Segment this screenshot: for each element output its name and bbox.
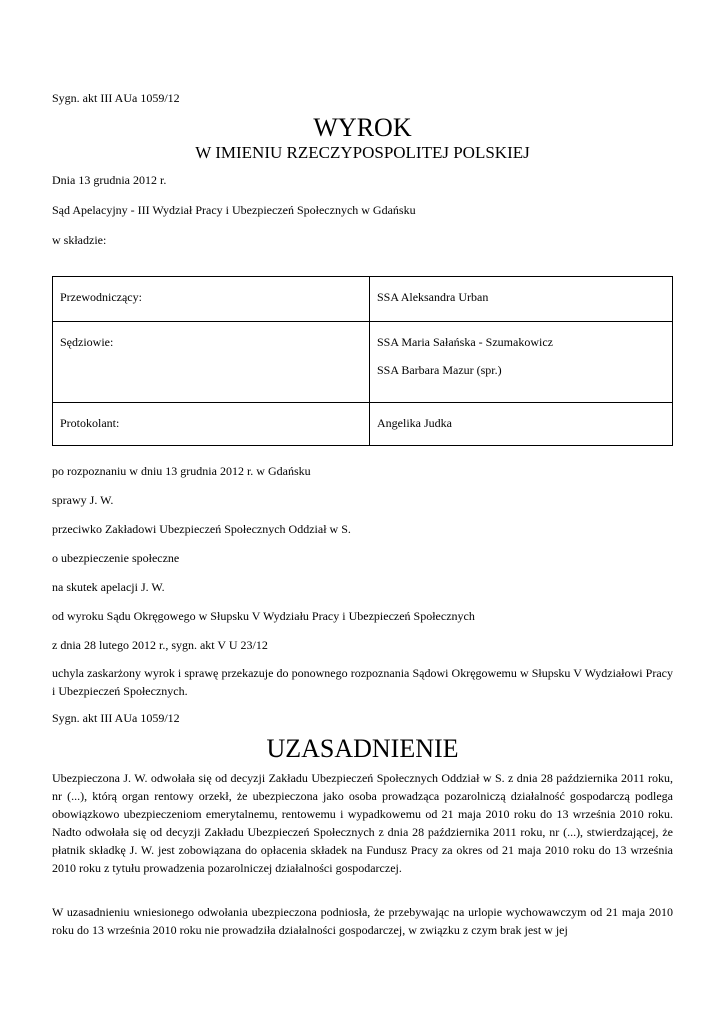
table-row bbox=[53, 322, 673, 403]
judgment-title: WYROK bbox=[313, 113, 412, 142]
justification-paragraph: W uzasadnieniu wniesionego odwołania ubezpieczona podniosła, że przebywając na urlopie wychowawczym od 21 maja 2010 roku do 13 września 2010 roku nie prowadziła działalności gospodarczej, w związku z czym brak jest w jej bbox=[52, 905, 673, 937]
chair-name: SSA Aleksandra Urban bbox=[370, 277, 673, 322]
case-line: na skutek apelacji J. W. bbox=[52, 580, 165, 594]
table-row bbox=[53, 403, 673, 446]
case-line: o ubezpieczenie społeczne bbox=[52, 551, 180, 565]
judgment-subtitle: W IMIENIU RZECZYPOSPOLITEJ POLSKIEJ bbox=[195, 143, 530, 162]
clerk-name: Angelika Judka bbox=[370, 403, 673, 446]
case-line: sprawy J. W. bbox=[52, 493, 114, 507]
judges-cell bbox=[370, 322, 673, 403]
clerk-label: Protokolant: bbox=[53, 403, 370, 446]
composition-table bbox=[52, 276, 673, 446]
justification-paragraph: Ubezpieczona J. W. odwołała się od decyzji Zakładu Ubezpieczeń Społecznych Oddział w S. z dnia 28 października 2011 roku, nr (...), którą organ rentowy orzekł, że ubezpieczona jako osoba prowadząca pozarolniczą działalność gospodarczą podlega obowiązkowo ubezpieczeniom emerytalnemu, rentowemu i wypadkowemu od 21 maja 2010 roku do 13 września 2010 roku. Nadto odwołała się od decyzji Zakładu Ubezpieczeń Społecznych z dnia 28 października 2011 roku, nr (...), stwierdzającej, że płatnik składkę J. W. jest zobowiązana do opłacenia składek na Fundusz Pracy za okres od 21 maja 2010 roku do 13 września 2010 roku z tytułu prowadzenia pozarolniczej działalności gospodarczej. bbox=[52, 771, 673, 875]
judge-name: SSA Barbara Mazur (spr.) bbox=[377, 363, 502, 377]
judgment-date: Dnia 13 grudnia 2012 r. bbox=[52, 173, 167, 187]
case-line: z dnia 28 lutego 2012 r., sygn. akt V U 23/12 bbox=[52, 638, 268, 652]
case-line: po rozpoznaniu w dniu 13 grudnia 2012 r. w Gdańsku bbox=[52, 464, 311, 478]
chair-label: Przewodniczący: bbox=[53, 277, 370, 322]
table-row bbox=[53, 277, 673, 322]
case-line: przeciwko Zakładowi Ubezpieczeń Społecznych Oddział w S. bbox=[52, 522, 351, 536]
ruling-text: uchyla zaskarżony wyrok i sprawę przekazuje do ponownego rozpoznania Sądowi Okręgowemu w Słupsku V Wydziałowi Pracy i Ubezpieczeń Społecznych. bbox=[52, 666, 673, 698]
case-line: od wyroku Sądu Okręgowego w Słupsku V Wydziału Pracy i Ubezpieczeń Społecznych bbox=[52, 609, 475, 623]
case-number: Sygn. akt III AUa 1059/12 bbox=[52, 91, 180, 105]
composition-intro: w składzie: bbox=[52, 233, 107, 247]
judge-name: SSA Maria Sałańska - Szumakowicz bbox=[377, 335, 553, 349]
case-number-justification: Sygn. akt III AUa 1059/12 bbox=[52, 711, 180, 725]
court-name: Sąd Apelacyjny - III Wydział Pracy i Ubezpieczeń Społecznych w Gdańsku bbox=[52, 203, 416, 217]
justification-title: UZASADNIENIE bbox=[266, 734, 459, 763]
judges-label: Sędziowie: bbox=[53, 322, 370, 403]
